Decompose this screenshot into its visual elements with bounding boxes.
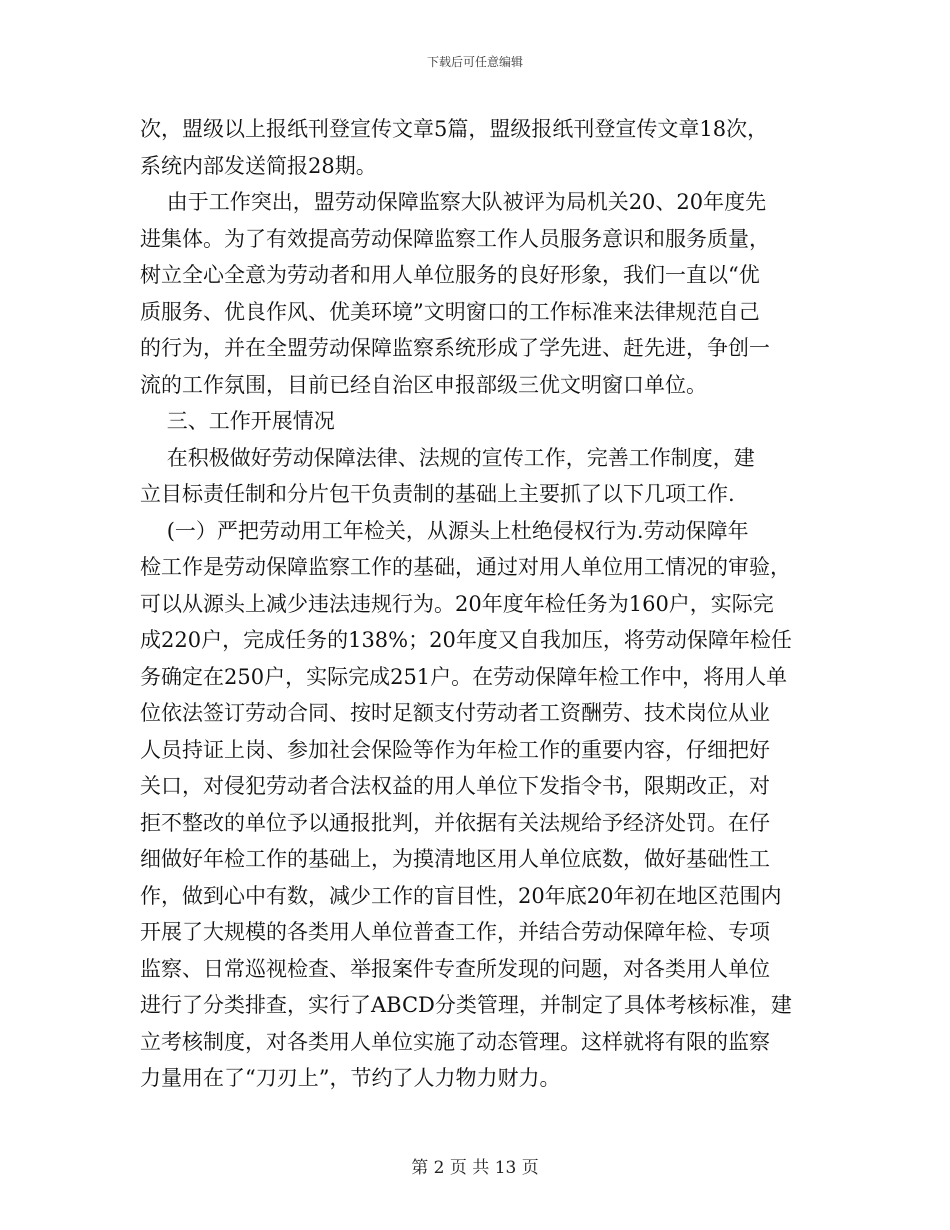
- text-line: 力量用在了“刀刃上”，节约了人力物力财力。: [140, 1066, 561, 1090]
- text-line: 树立全心全意为劳动者和用人单位服务的良好形象，我们一直以“优: [140, 263, 760, 287]
- text-line: 位依法签订劳动合同、按时足额支付劳动者工资酬劳、技术岗位从业: [140, 701, 770, 725]
- text-line: (一）严把劳动用工年检关，从源头上杜绝侵权行为.劳动保障年: [140, 518, 749, 543]
- text-line: 作，做到心中有数，减少工作的盲目性，20年底20年初在地区范围内: [140, 883, 782, 908]
- document-body: [140, 111, 812, 1097]
- text-line: 监察、日常巡视检查、举报案件专查所发现的问题，对各类用人单位: [140, 956, 770, 981]
- text-line: 可以从源头上减少违法违规行为。20年度年检任务为160户，实际完: [140, 591, 774, 616]
- text-line: 细做好年检工作的基础上，为摸清地区用人单位底数，做好基础性工: [140, 847, 770, 871]
- text-line: 流的工作氛围，目前已经自治区申报部级三优文明窗口单位。: [140, 372, 707, 397]
- text-line: 在积极做好劳动保障法律、法规的宣传工作，完善工作制度，建: [140, 445, 755, 470]
- text-line: 系统内部发送简报28期。: [140, 153, 377, 178]
- text-line: 拒不整改的单位予以通报批判，并依据有关法规给予经济处罚。在仔: [140, 810, 770, 835]
- page-number-footer: 第 2 页 共 13 页: [411, 1158, 539, 1178]
- text-line: 进行了分类排查，实行了ABCD分类管理，并制定了具体考核标准，建: [140, 993, 792, 1017]
- text-line: 次，盟级以上报纸刊登宣传文章5篇，盟级报纸刊登宣传文章18次，: [140, 117, 769, 141]
- text-line: 质服务、优良作风、优美环境”文明窗口的工作标准来法律规范自己: [140, 299, 760, 324]
- text-line: 的行为，并在全盟劳动保障监察系统形成了学先进、赶先进，争创一: [140, 336, 770, 360]
- page-header: 下载后可任意编辑: [426, 55, 523, 69]
- text-line: 进集体。为了有效提高劳动保障监察工作人员服务意识和服务质量，: [140, 226, 770, 251]
- text-line: 检工作是劳动保障监察工作的基础，通过对用人单位用工情况的审验，: [140, 555, 791, 579]
- text-line: 关口，对侵犯劳动者合法权益的用人单位下发指令书，限期改正，对: [140, 774, 770, 798]
- text-line: 立考核制度，对各类用人单位实施了动态管理。这样就将有限的监察: [140, 1029, 770, 1054]
- text-line: 由于工作突出，盟劳动保障监察大队被评为局机关20、20年度先: [140, 190, 767, 214]
- text-line: 人员持证上岗、参加社会保险等作为年检工作的重要内容，仔细把好: [140, 737, 770, 762]
- section-heading: 三、工作开展情况: [140, 409, 335, 433]
- text-line: 立目标责任制和分片包干负责制的基础上主要抓了以下几项工作.: [140, 482, 735, 506]
- text-line: 务确定在250户，实际完成251户。在劳动保障年检工作中，将用人单: [140, 664, 788, 689]
- text-line: 成220户，完成任务的138%；20年度又自我加压，将劳动保障年检任: [140, 628, 792, 652]
- text-line: 开展了大规模的各类用人单位普查工作，并结合劳动保障年检、专项: [140, 920, 770, 944]
